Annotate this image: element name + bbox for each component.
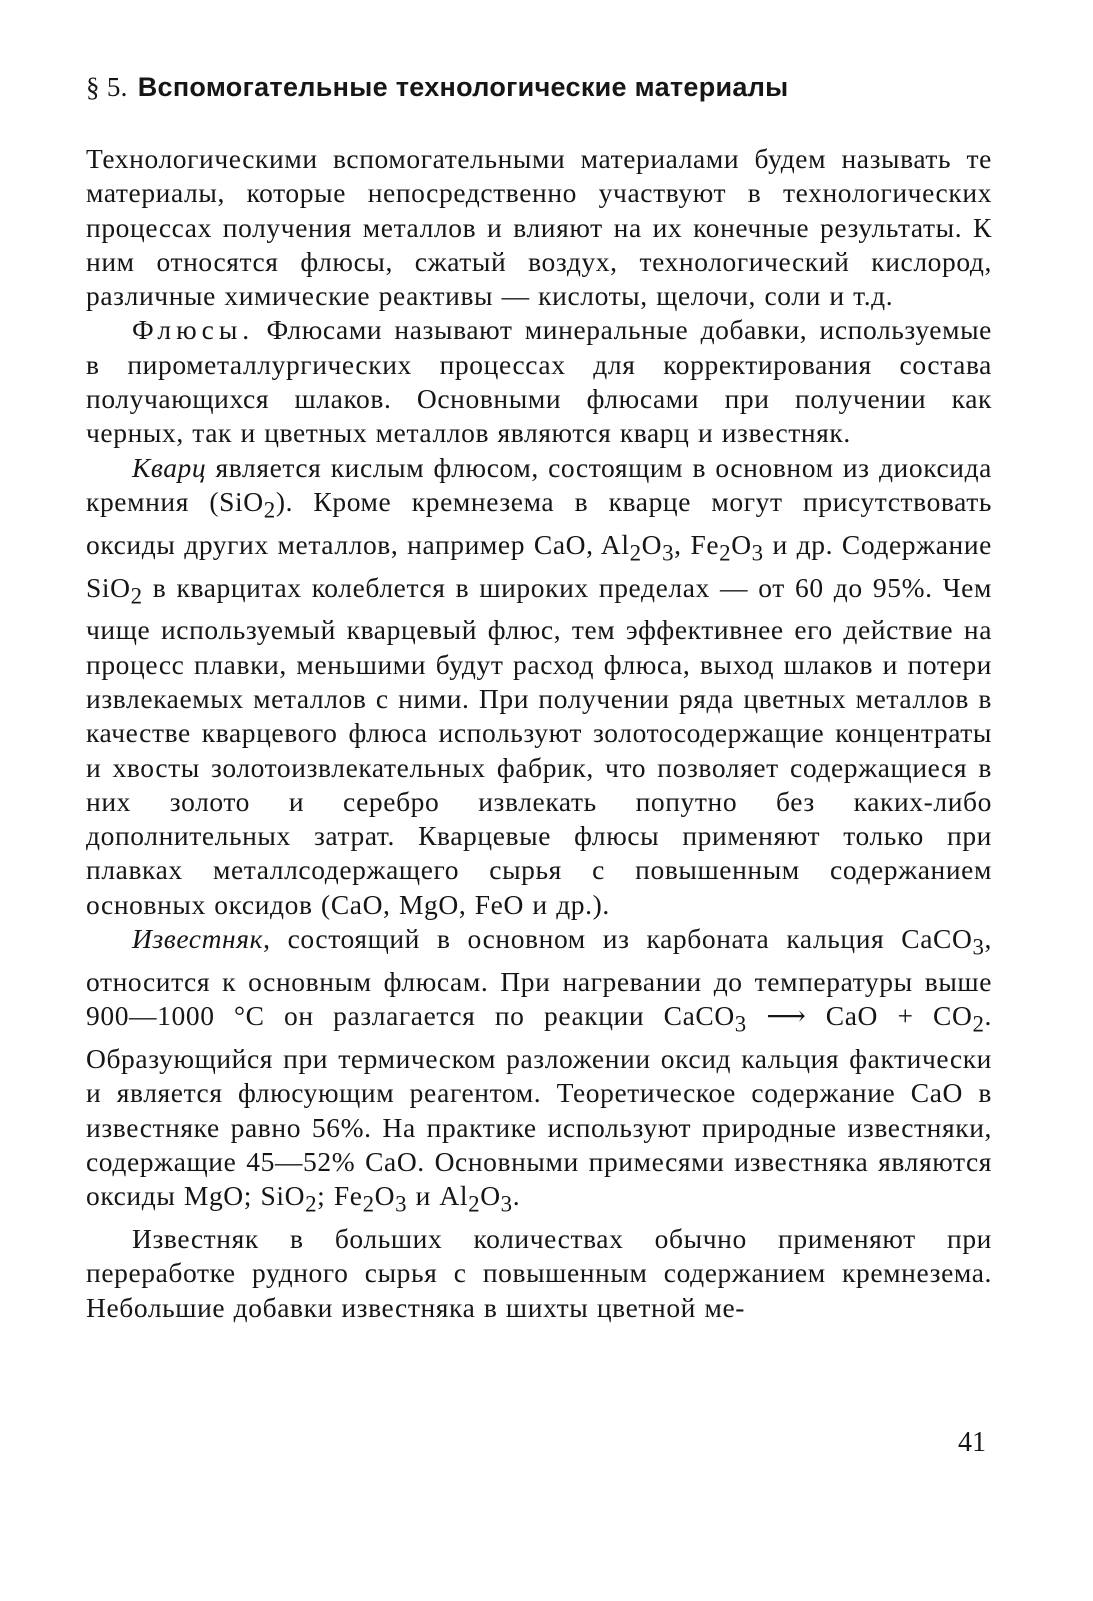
- paragraph-intro: Технологическими вспомогательными материалами будем называть те материалы, которые непосредственно участвуют в технологических процессах получения металлов и влияют на их конечные результаты. К ним относятся флюсы, сжатый воздух, технологический кислород, различные химические реактивы — кислоты, щелочи, соли и т.д.: [86, 143, 992, 312]
- paragraph-limestone: [86, 922, 992, 1222]
- limestone-text-c: ⟶ CaO + CO: [746, 1000, 973, 1032]
- quartz-text-b: ). Кроме кремнезема в кварце могут присутствовать оксиды других металлов, например CaO, Al: [86, 485, 992, 560]
- paragraph-last: Известняк в больших количествах обычно применяют при переработке рудного сырья с повышенным содержанием кремнезема. Небольшие добавки известняка в шихты цветной ме-: [86, 1222, 992, 1323]
- paragraph-quartz: [86, 451, 992, 922]
- limestone-text-a: , состоящий в основном из карбоната кальция CaCO: [263, 923, 973, 955]
- quartz-text-g: в кварцитах колеблется в широких пределах — от 60 до 95%. Чем чище используемый кварцевый флюс, тем эффективнее его действие на процесс плавки, меньшими будут расход флюса, выход шлаков и потери извлекаемых металлов с ними. При получении ряда цветных металлов в качестве кварцевого флюса используют золотосодержащие концентраты и хвосты золотоизвлекательных фабрик, что позволяет содержащиеся в них золото и серебро извлекать попутно без каких-либо дополнительных затрат. Кварцевые флюсы применяют только при плавках металлсодержащего сырья с повышенным содержанием основных оксидов (CaO, MgO, FeO и др.).: [86, 571, 992, 920]
- subscript: 2: [362, 1191, 375, 1217]
- subscript: 3: [500, 1191, 513, 1217]
- limestone-text-d: . Образующийся при термическом разложении оксид кальция фактически и является флюсующим реагентом. Теоретическое содержание CaO в известняке равно 56%. На практике используют природные известняки, содержащие 45—52% CaO. Основными примесями известняка являются оксиды MgO; SiO: [86, 1000, 992, 1212]
- limestone-text-h: O: [480, 1180, 501, 1212]
- section-heading: [86, 70, 992, 104]
- subscript: 2: [972, 1011, 985, 1037]
- limestone-text-g: и Al: [407, 1180, 469, 1212]
- limestone-term: Известняк: [132, 923, 264, 955]
- subscript: 3: [972, 934, 985, 960]
- subscript: 2: [305, 1191, 318, 1217]
- subscript: 3: [751, 540, 764, 566]
- subscript: 2: [263, 497, 276, 523]
- quartz-text-d: , Fe: [674, 528, 720, 560]
- page-number: 41: [958, 1427, 986, 1458]
- subscript: 3: [395, 1191, 408, 1217]
- quartz-text-f: и др. Содержание SiO: [86, 528, 992, 603]
- quartz-text-c: O: [641, 528, 663, 560]
- subscript: 2: [719, 540, 732, 566]
- subscript: 2: [629, 540, 642, 566]
- flux-term: Флюсы.: [132, 314, 255, 346]
- section-title: Вспомогательные технологические материалы: [137, 72, 789, 102]
- paragraph-flux: [86, 313, 992, 450]
- subscript: 2: [468, 1191, 481, 1217]
- document-page: [86, 58, 992, 1325]
- limestone-text-f: O: [374, 1180, 396, 1212]
- limestone-text-b: , относится к основным флюсам. При нагревании до температуры выше 900—1000 °С он разлагается по реакции CaCO: [86, 923, 992, 1032]
- quartz-term: Кварц: [132, 451, 207, 483]
- flux-text: Флюсами называют минеральные добавки, используемые в пирометаллургических процессах для корректирования состава получающихся шлаков. Основными флюсами при получении как черных, так и цветных металлов являются кварц и известняк.: [86, 314, 992, 449]
- subscript: 3: [734, 1011, 747, 1037]
- quartz-text-a: является кислым флюсом, состоящим в основном из диоксида кремния (SiO: [86, 451, 992, 517]
- subscript: 2: [130, 583, 143, 609]
- quartz-text-e: O: [731, 528, 752, 560]
- limestone-text-i: .: [512, 1180, 521, 1212]
- subscript: 3: [662, 540, 675, 566]
- section-number: § 5.: [86, 72, 128, 102]
- limestone-text-e: ; Fe: [317, 1180, 363, 1212]
